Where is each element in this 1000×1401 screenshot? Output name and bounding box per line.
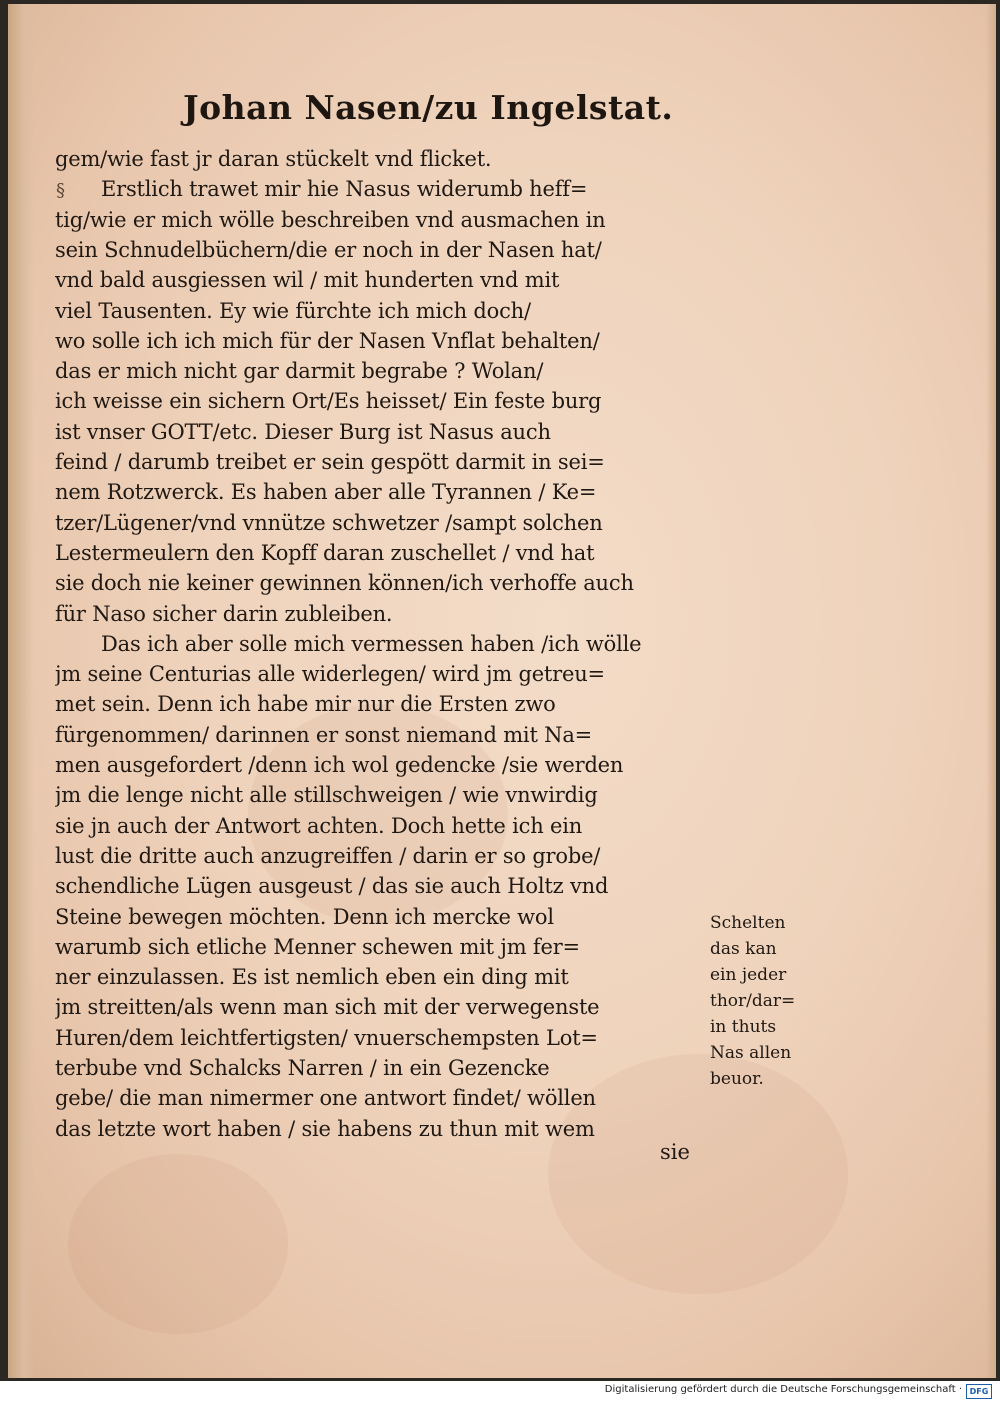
text-line: tig/wie er mich wölle beschreiben vnd ausmachen in xyxy=(55,207,606,232)
text-line: fürgenommen/ darinnen er sonst niemand mit Na= xyxy=(55,722,593,747)
text-line: das er mich nicht gar darmit begrabe ? Wolan/ xyxy=(55,359,544,384)
footer-bar xyxy=(0,1381,1000,1401)
text-line: terbube vnd Schalcks Narren / in ein Gezencke xyxy=(55,1056,550,1080)
text-line: sie doch nie keiner gewinnen können/ich verhoffe auch xyxy=(55,571,634,596)
text-line: ner einzulassen. Es ist nemlich eben ein ding mit xyxy=(55,965,569,990)
text-line: gebe/ die man nimermer one antwort findet/ wöllen xyxy=(55,1086,596,1111)
text-line: sie jn auch der Antwort achten. Doch hette ich ein xyxy=(55,813,583,838)
margin-note-line: Schelten xyxy=(710,913,786,933)
text-line: sein Schnudelbüchern/die er noch in der Nasen hat/ xyxy=(55,237,602,262)
text-line: tzer/Lügener/vnd vnnütze schwetzer /sampt solchen xyxy=(55,510,603,535)
funding-notice: Digitalisierung gefördert durch die Deutsche Forschungsgemeinschaft · xyxy=(604,1384,962,1395)
catchword: sie xyxy=(660,1140,690,1164)
text-line: nem Rotzwerck. Es haben aber alle Tyrannen / Ke= xyxy=(55,480,597,505)
text-line: wo solle ich ich mich für der Nasen Vnflat behalten/ xyxy=(55,328,600,353)
text-line: gem/wie fast jr daran stückelt vnd flicket. xyxy=(55,147,492,171)
text-line: vnd bald ausgiessen wil / mit hunderten vnd mit xyxy=(55,268,560,293)
section-mark: § xyxy=(56,180,65,201)
text-line: met sein. Denn ich habe mir nur die Ersten zwo xyxy=(55,692,556,717)
text-line: das letzte wort haben / sie habens zu thun mit wem xyxy=(55,1116,595,1141)
margin-note-line: ein jeder xyxy=(710,965,787,985)
paper-stain xyxy=(68,1154,288,1334)
text-line: Huren/dem leichtfertigsten/ vnuerschempsten Lot= xyxy=(55,1025,598,1050)
text-line: jm seine Centurias alle widerlegen/ wird jm getreu= xyxy=(55,662,605,687)
text-line: jm streitten/als wenn man sich mit der verwegenste xyxy=(55,995,600,1020)
text-line: Das ich aber solle mich vermessen haben /ich wölle xyxy=(101,631,642,656)
running-head: Johan Nasen/zu Ingelstat. xyxy=(183,88,674,127)
text-line: ist vnser GOTT/etc. Dieser Burg ist Nasus auch xyxy=(55,419,551,444)
margin-note-line: beuor. xyxy=(710,1069,764,1089)
text-line: schendliche Lügen ausgeust / das sie auch Holtz vnd xyxy=(55,874,609,899)
text-line: Steine bewegen möchten. Denn ich mercke wol xyxy=(55,904,554,929)
text-line: warumb sich etliche Menner schewen mit jm fer= xyxy=(55,934,580,959)
text-line: viel Tausenten. Ey wie fürchte ich mich doch/ xyxy=(55,298,531,323)
text-line: lust die dritte auch anzugreiffen / darin er so grobe/ xyxy=(55,843,601,868)
book-page xyxy=(8,4,996,1378)
margin-note-line: thor/dar= xyxy=(710,991,796,1011)
margin-note-line: das kan xyxy=(710,939,777,959)
margin-note-line: Nas allen xyxy=(710,1043,792,1063)
text-line: Erstlich trawet mir hie Nasus widerumb heff= xyxy=(101,177,588,202)
text-line: für Naso sicher darin zubleiben. xyxy=(55,601,393,626)
text-line: feind / darumb treibet er sein gespött darmit in sei= xyxy=(55,450,605,474)
dfg-logo-icon: DFG xyxy=(966,1384,992,1399)
margin-note-line: in thuts xyxy=(710,1017,777,1037)
text-line: men ausgefordert /denn ich wol gedencke /sie werden xyxy=(55,753,624,777)
text-line: ich weisse ein sichern Ort/Es heisset/ Ein feste burg xyxy=(55,389,602,414)
text-line: Lestermeulern den Kopff daran zuschellet / vnd hat xyxy=(55,540,595,565)
text-line: jm die lenge nicht alle stillschweigen / wie vnwirdig xyxy=(55,783,598,808)
